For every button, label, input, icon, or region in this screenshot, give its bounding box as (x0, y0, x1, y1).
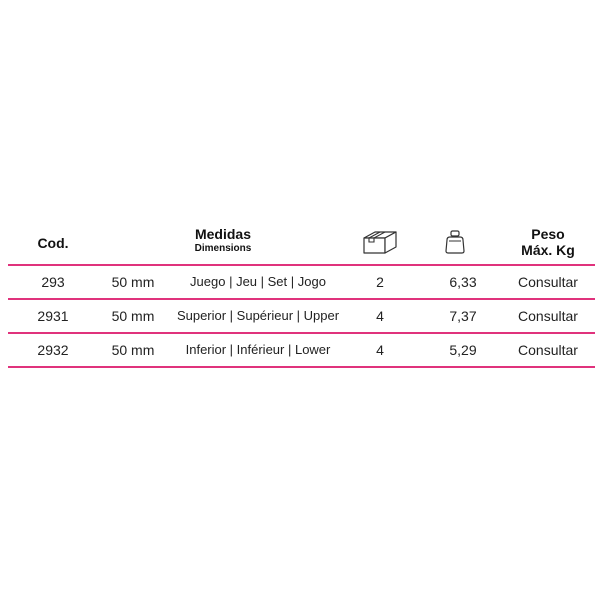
header-medidas (148, 227, 298, 254)
cell-size: 50 mm (111, 274, 155, 290)
cell-weight: 6,33 (449, 274, 477, 290)
table-row (8, 266, 595, 298)
cell-qty: 4 (376, 308, 384, 324)
cell-qty: 4 (376, 342, 384, 358)
header-max-kg-label: Máx. Kg (521, 242, 575, 259)
cell-description: Juego | Jeu | Set | Jogo (190, 274, 326, 289)
weight-icon (443, 228, 467, 256)
cell-qty: 2 (376, 274, 384, 290)
cell-size: 50 mm (111, 308, 155, 324)
cell-description: Inferior | Inférieur | Lower (185, 342, 331, 357)
product-table (8, 222, 595, 368)
header-cod: Cod. (37, 235, 69, 251)
table-row (8, 300, 595, 332)
header-peso (498, 226, 598, 258)
cell-price: Consultar (518, 308, 578, 324)
header-medidas-label: Medidas (194, 226, 251, 242)
cell-cod: 293 (41, 274, 65, 290)
table-header (8, 222, 595, 264)
box-icon (361, 228, 399, 256)
cell-cod: 2931 (37, 308, 69, 324)
cell-weight: 5,29 (449, 342, 477, 358)
row-divider (8, 366, 595, 368)
header-peso-label: Peso (531, 226, 565, 242)
cell-weight: 7,37 (449, 308, 477, 324)
cell-price: Consultar (518, 274, 578, 290)
cell-cod: 2932 (37, 342, 69, 358)
table-row (8, 334, 595, 366)
cell-price: Consultar (518, 342, 578, 358)
header-dimensions-label: Dimensions (194, 243, 252, 254)
cell-description: Superior | Supérieur | Upper (176, 308, 340, 323)
cell-size: 50 mm (111, 342, 155, 358)
